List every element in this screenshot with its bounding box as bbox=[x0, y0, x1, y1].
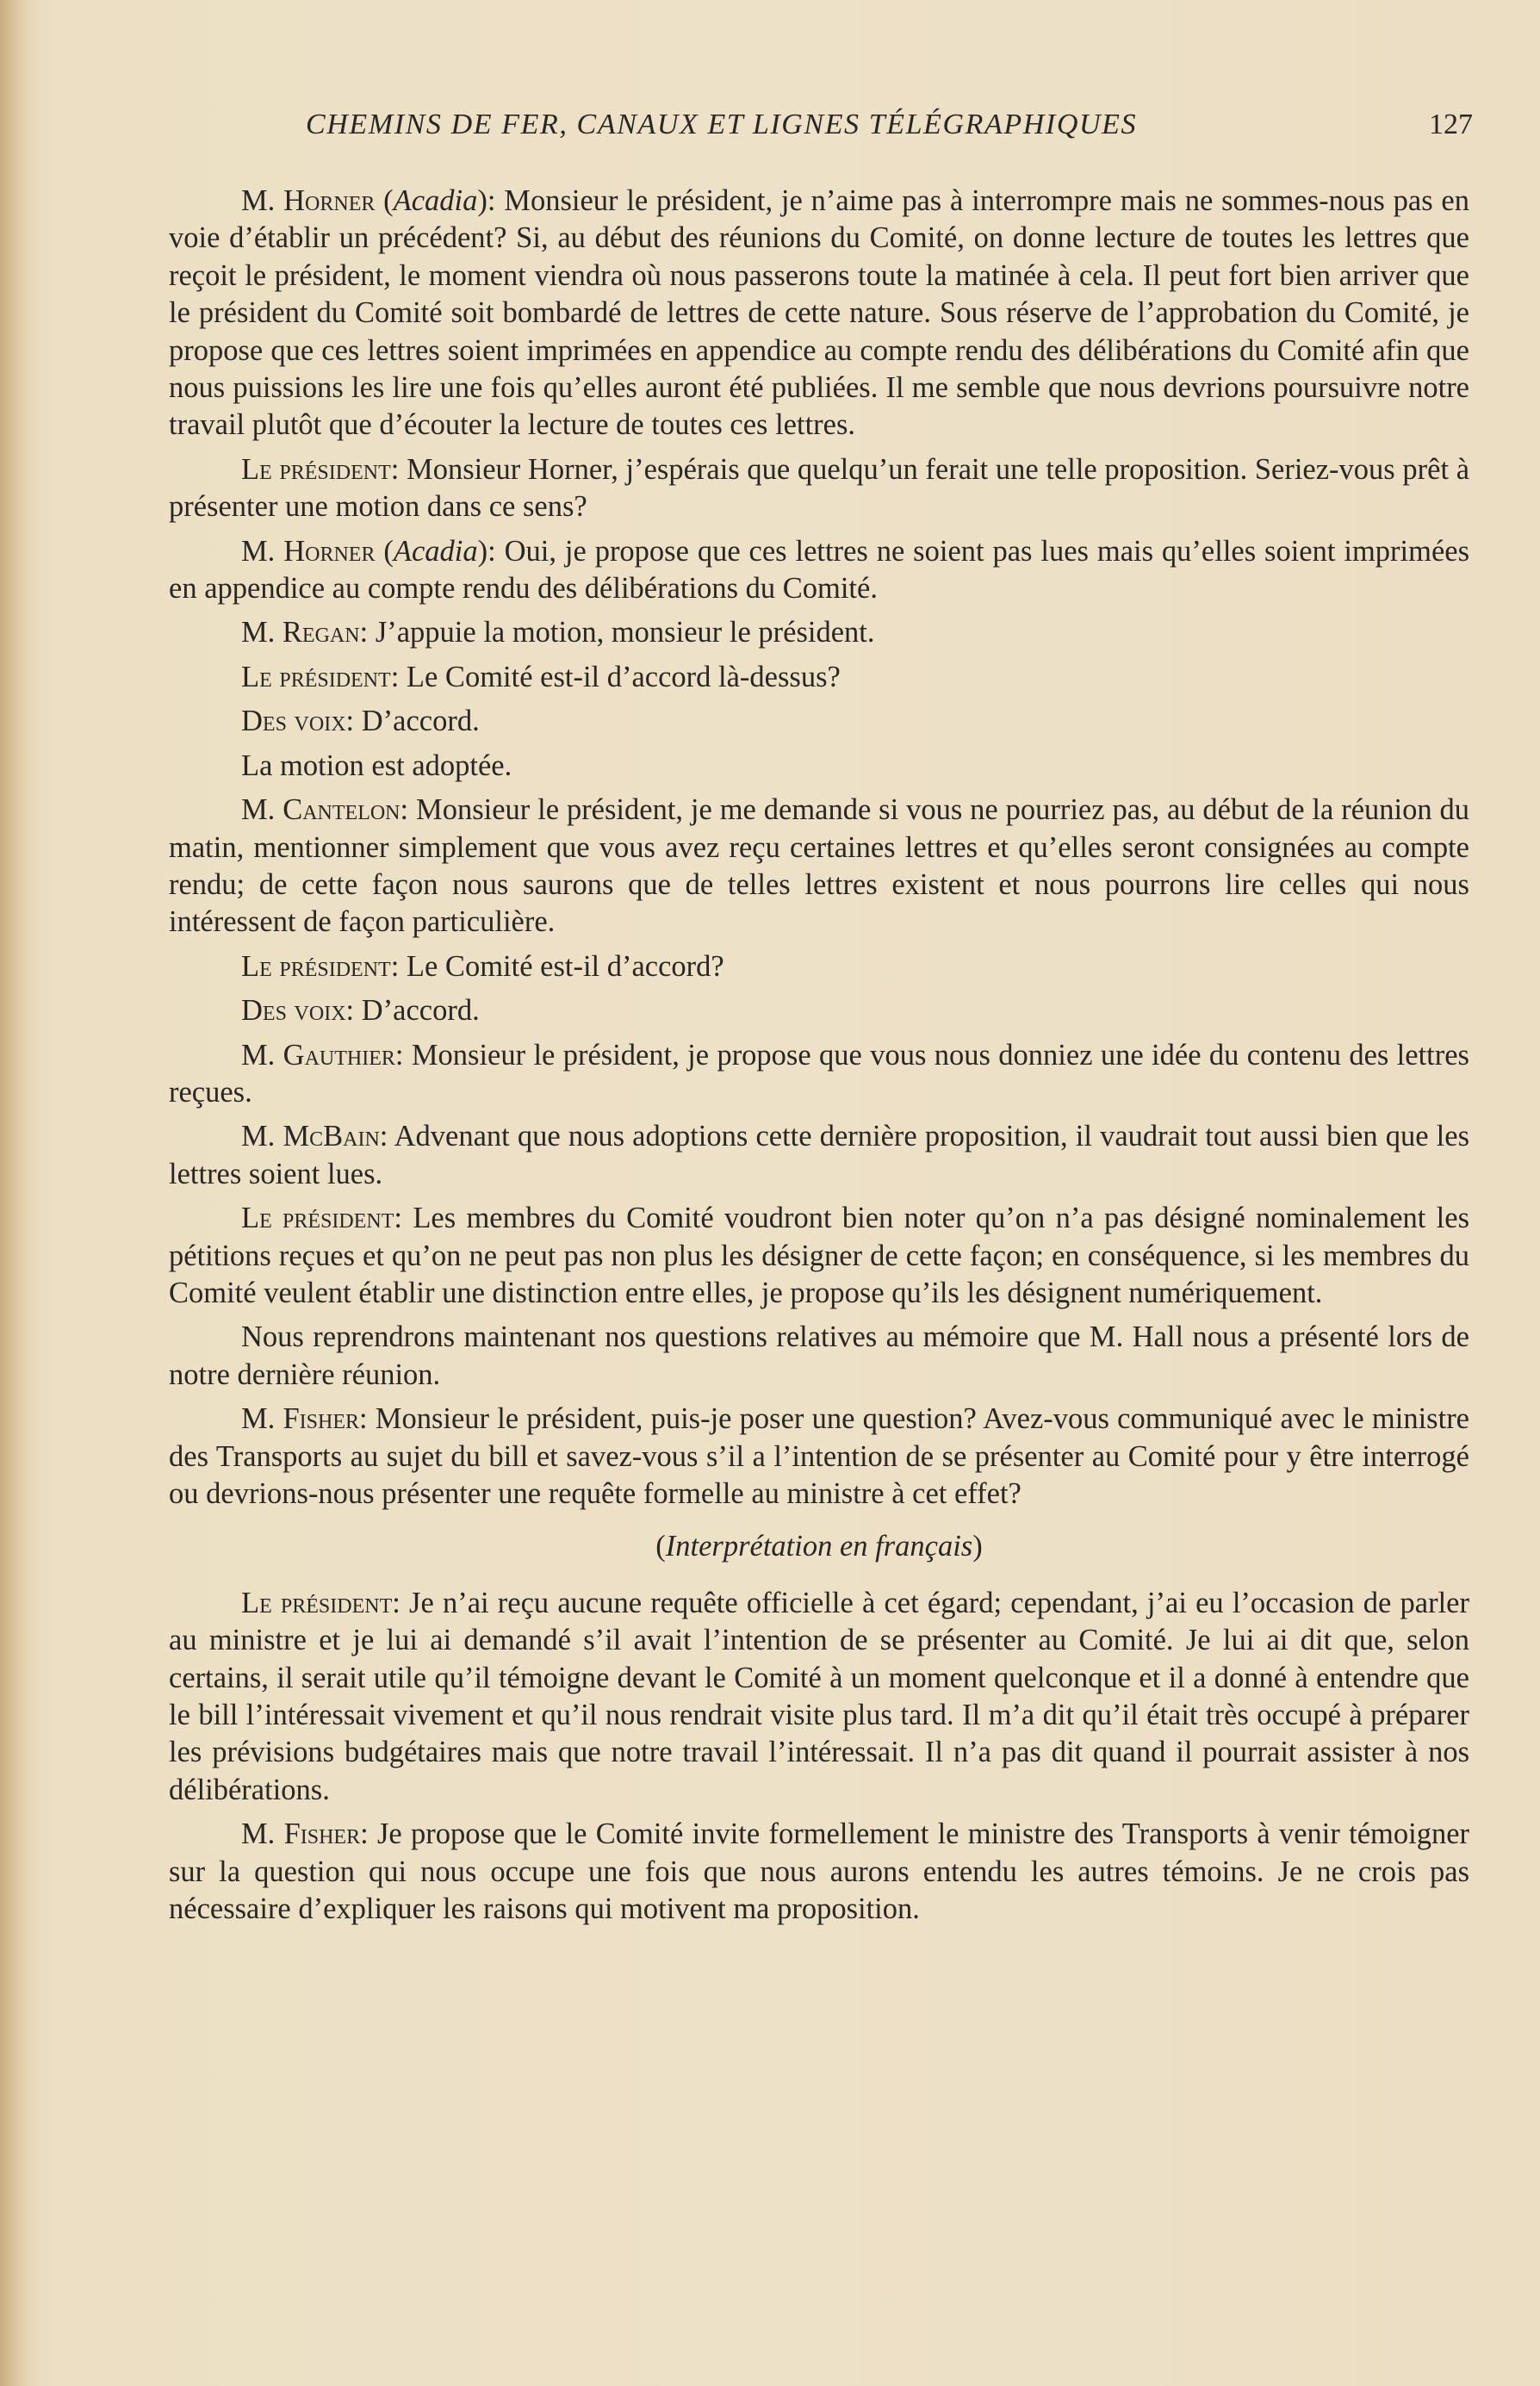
speaker-name: Le président bbox=[241, 660, 391, 693]
paragraphs-after-note bbox=[169, 1585, 1469, 1929]
speaker-name: M. Horner bbox=[241, 184, 376, 217]
speaker-name: M. McBain bbox=[241, 1120, 380, 1153]
paragraph-text: D’accord. bbox=[361, 705, 480, 738]
page-number: 127 bbox=[1429, 109, 1473, 140]
speaker-name: Le président bbox=[241, 949, 391, 983]
paragraph: Le président: Le Comité est-il d’accord là-dessus? bbox=[241, 660, 841, 693]
speaker-name: M. Fisher bbox=[241, 1402, 360, 1436]
paragraph: M. McBain: Advenant que nous adoptions cette dernière proposition, il vaudrait tout aussi bien que les lettres soient lues. bbox=[169, 1120, 1470, 1190]
paragraph-text: Monsieur Horner, j’espérais que quelqu’un ferait une telle proposition. Seriez-vous prêt à présenter une motion dans ce sens? bbox=[169, 452, 1470, 524]
paragraph-text: Monsieur le président, puis-je poser une question? Avez-vous communiqué avec le ministre des Transports au sujet du bill et savez-vous s’il a l’intention de se présenter au Comité pour y être interrogé ou devrions-nous présenter une requête formelle au ministre à cet effet? bbox=[169, 1402, 1469, 1510]
paragraph-text: Le Comité est-il d’accord là-dessus? bbox=[406, 660, 841, 693]
paragraph-text: Monsieur le président, je n’aime pas à interrompre mais ne sommes-nous pas en voie d’établir un précédent? Si, au début des réunions du Comité, on donne lecture de toutes les lettres que reçoit le président, le moment viendra où nous passerons toute la matinée à cela. Il peut fort bien arriver que le président du Comité soit bombardé de lettres de cette nature. Sous réserve de l’approbation du Comité, je propose que ces lettres soient imprimées en appendice au compte rendu des délibérations du Comité afin que nous puissions les lire une fois qu’elles auront été publiées. Il me semble que nous devrions poursuivre notre travail plutôt que d’écouter la lecture de toutes ces lettres. bbox=[169, 184, 1469, 442]
paragraph bbox=[169, 1319, 1469, 1394]
speaker-name: M. Cantelon bbox=[241, 793, 401, 827]
paragraph: Le président: Le Comité est-il d’accord? bbox=[241, 949, 724, 983]
paragraph: M. Horner (Acadia): Oui, je propose que ces lettres ne soient pas lues mais qu’elles soient imprimées en appendice au compte rendu des délibérations du Comité. bbox=[169, 534, 1469, 606]
paragraph: M. Cantelon: Monsieur le président, je me demande si vous ne pourriez pas, au début de la réunion du matin, mentionner simplement que vous avez reçu certaines lettres et qu’elles seront consignées au compte rendu; de cette façon nous saurons que de telles lettres existent et nous pourrons lire celles qui nous intéressent de façon particulière. bbox=[169, 793, 1470, 939]
running-header bbox=[172, 103, 1473, 155]
paragraph: Le président: Je n’ai reçu aucune requête officielle à cet égard; cependant, j’ai eu l’occasion de parler au ministre et je lui ai demandé s’il avait l’intention de se présenter au Comité. Je lui ai dit que, selon certains, il serait utile qu’il témoigne devant le Comité à un moment quelconque et il a donné à entendre que le bill l’intéressait vivement et qu’il nous rendrait visite plus tard. Il m’a dit qu’il était très occupé à préparer les prévisions budgétaires mais que notre travail l’intéressait. Il n’a pas dit quand il pourrait assister à nos délibérations. bbox=[169, 1586, 1469, 1806]
paragraph-text: J’appuie la motion, monsieur le président. bbox=[375, 616, 875, 649]
speaker-name: Des voix bbox=[241, 994, 346, 1028]
paragraph-text: Les membres du Comité voudront bien noter qu’on n’a pas désigné nominalement les pétitions reçues et qu’on ne peut pas non plus les désigner de cette façon; en conséquence, si les membres du Comité veulent établir une distinction entre elles, je propose qu’ils les désignent numériquement. bbox=[169, 1202, 1470, 1309]
speaker-name: Le président bbox=[241, 1586, 393, 1619]
paragraph: M. Horner (Acadia): Monsieur le président, je n’aime pas à interrompre mais ne sommes-nous pas en voie d’établir un précédent? Si, au début des réunions du Comité, on donne lecture de toutes les lettres que reçoit le président, le moment viendra où nous passerons toute la matinée à cela. Il peut fort bien arriver que le président du Comité soit bombardé de lettres de cette nature. Sous réserve de l’approbation du Comité, je propose que ces lettres soient imprimées en appendice au compte rendu des délibérations du Comité afin que nous puissions les lire une fois qu’elles auront été publiées. Il me semble que nous devrions poursuivre notre travail plutôt que d’écouter la lecture de toutes ces lettres. bbox=[169, 184, 1469, 442]
paragraph: Le président: Monsieur Horner, j’espérais que quelqu’un ferait une telle proposition. Seriez-vous prêt à présenter une motion dans ce sens? bbox=[169, 452, 1470, 524]
paragraph-text: Oui, je propose que ces lettres ne soient pas lues mais qu’elles soient imprimées en appendice au compte rendu des délibérations du Comité. bbox=[169, 534, 1469, 606]
page-binding-shadow bbox=[0, 0, 29, 2386]
paragraphs-before-note bbox=[169, 183, 1469, 1513]
speaker-name: M. Gauthier bbox=[241, 1038, 395, 1072]
speaker-riding: Acadia bbox=[393, 184, 478, 217]
paragraph: M. Fisher: Monsieur le président, puis-je poser une question? Avez-vous communiqué avec le ministre des Transports au sujet du bill et savez-vous s’il a l’intention de se présenter au Comité pour y être interrogé ou devrions-nous présenter une requête formelle au ministre à cet effet? bbox=[169, 1402, 1469, 1510]
speaker-name: Des voix bbox=[241, 705, 346, 738]
speaker-name: M. Horner bbox=[241, 534, 376, 568]
speaker-name: Le président bbox=[241, 452, 391, 486]
interpretation-note-text: Interprétation en français bbox=[665, 1530, 973, 1563]
paragraph: M. Gauthier: Monsieur le président, je propose que vous nous donniez une idée du contenu des lettres reçues. bbox=[169, 1038, 1469, 1109]
paragraph: M. Regan: J’appuie la motion, monsieur le président. bbox=[241, 616, 875, 649]
interpretation-note: (Interprétation en français) bbox=[655, 1530, 983, 1563]
paragraph bbox=[169, 748, 1469, 785]
paragraph: M. Fisher: Je propose que le Comité invite formellement le ministre des Transports à venir témoigner sur la question qui nous occupe une fois que nous aurons entendu les autres témoins. Je ne crois pas nécessaire d’expliquer les raisons qui motivent ma proposition. bbox=[169, 1817, 1469, 1926]
paragraph-text: Je propose que le Comité invite formellement le ministre des Transports à venir témoigner sur la question qui nous occupe une fois que nous aurons entendu les autres témoins. Je ne crois pas nécessaire d’expliquer les raisons qui motivent ma proposition. bbox=[169, 1817, 1469, 1926]
speaker-name: M. Regan bbox=[241, 616, 360, 649]
paragraph: Des voix: D’accord. bbox=[241, 994, 480, 1028]
speaker-name: M. Fisher bbox=[241, 1817, 361, 1851]
paragraph-text: Le Comité est-il d’accord? bbox=[406, 949, 724, 983]
paragraph-text: La motion est adoptée. bbox=[241, 749, 512, 782]
paragraph: Des voix: D’accord. bbox=[241, 705, 480, 738]
paragraph-text: Monsieur le président, je propose que vous nous donniez une idée du contenu des lettres reçues. bbox=[169, 1038, 1469, 1109]
speaker-riding: Acadia bbox=[393, 534, 478, 568]
header-title: CHEMINS DE FER, CANAUX ET LIGNES TÉLÉGRAPHIQUES bbox=[306, 109, 1138, 140]
paragraph-text: Advenant que nous adoptions cette dernière proposition, il vaudrait tout aussi bien que les lettres soient lues. bbox=[169, 1120, 1470, 1190]
paragraph: Le président: Les membres du Comité voudront bien noter qu’on n’a pas désigné nominalement les pétitions reçues et qu’on ne peut pas non plus les désigner de cette façon; en conséquence, si les membres du Comité veulent établir une distinction entre elles, je propose qu’ils les désignent numériquement. bbox=[169, 1202, 1470, 1309]
paragraph-text: D’accord. bbox=[361, 994, 480, 1028]
paragraph-text: Nous reprendrons maintenant nos questions relatives au mémoire que M. Hall nous a présenté lors de notre dernière réunion. bbox=[169, 1320, 1469, 1391]
page-body bbox=[169, 183, 1469, 1935]
paragraph-text: Monsieur le président, je me demande si vous ne pourriez pas, au début de la réunion du matin, mentionner simplement que vous avez reçu certaines lettres et qu’elles seront consignées au compte rendu; de cette façon nous saurons que de telles lettres existent et nous pourrons lire celles qui nous intéressent de façon particulière. bbox=[169, 793, 1470, 939]
speaker-name: Le président bbox=[241, 1202, 394, 1235]
paragraph-text: Je n’ai reçu aucune requête officielle à cet égard; cependant, j’ai eu l’occasion de parler au ministre et je lui ai demandé s’il avait l’intention de se présenter au Comité. Je lui ai dit que, selon certains, il serait utile qu’il témoigne devant le Comité à un moment quelconque et il a donné à entendre que le bill l’intéressait vivement et qu’il nous rendrait visite plus tard. Il m’a dit qu’il était très occupé à préparer les prévisions budgétaires mais que notre travail l’intéressait. Il n’a pas dit quand il pourrait assister à nos délibérations. bbox=[169, 1586, 1469, 1806]
